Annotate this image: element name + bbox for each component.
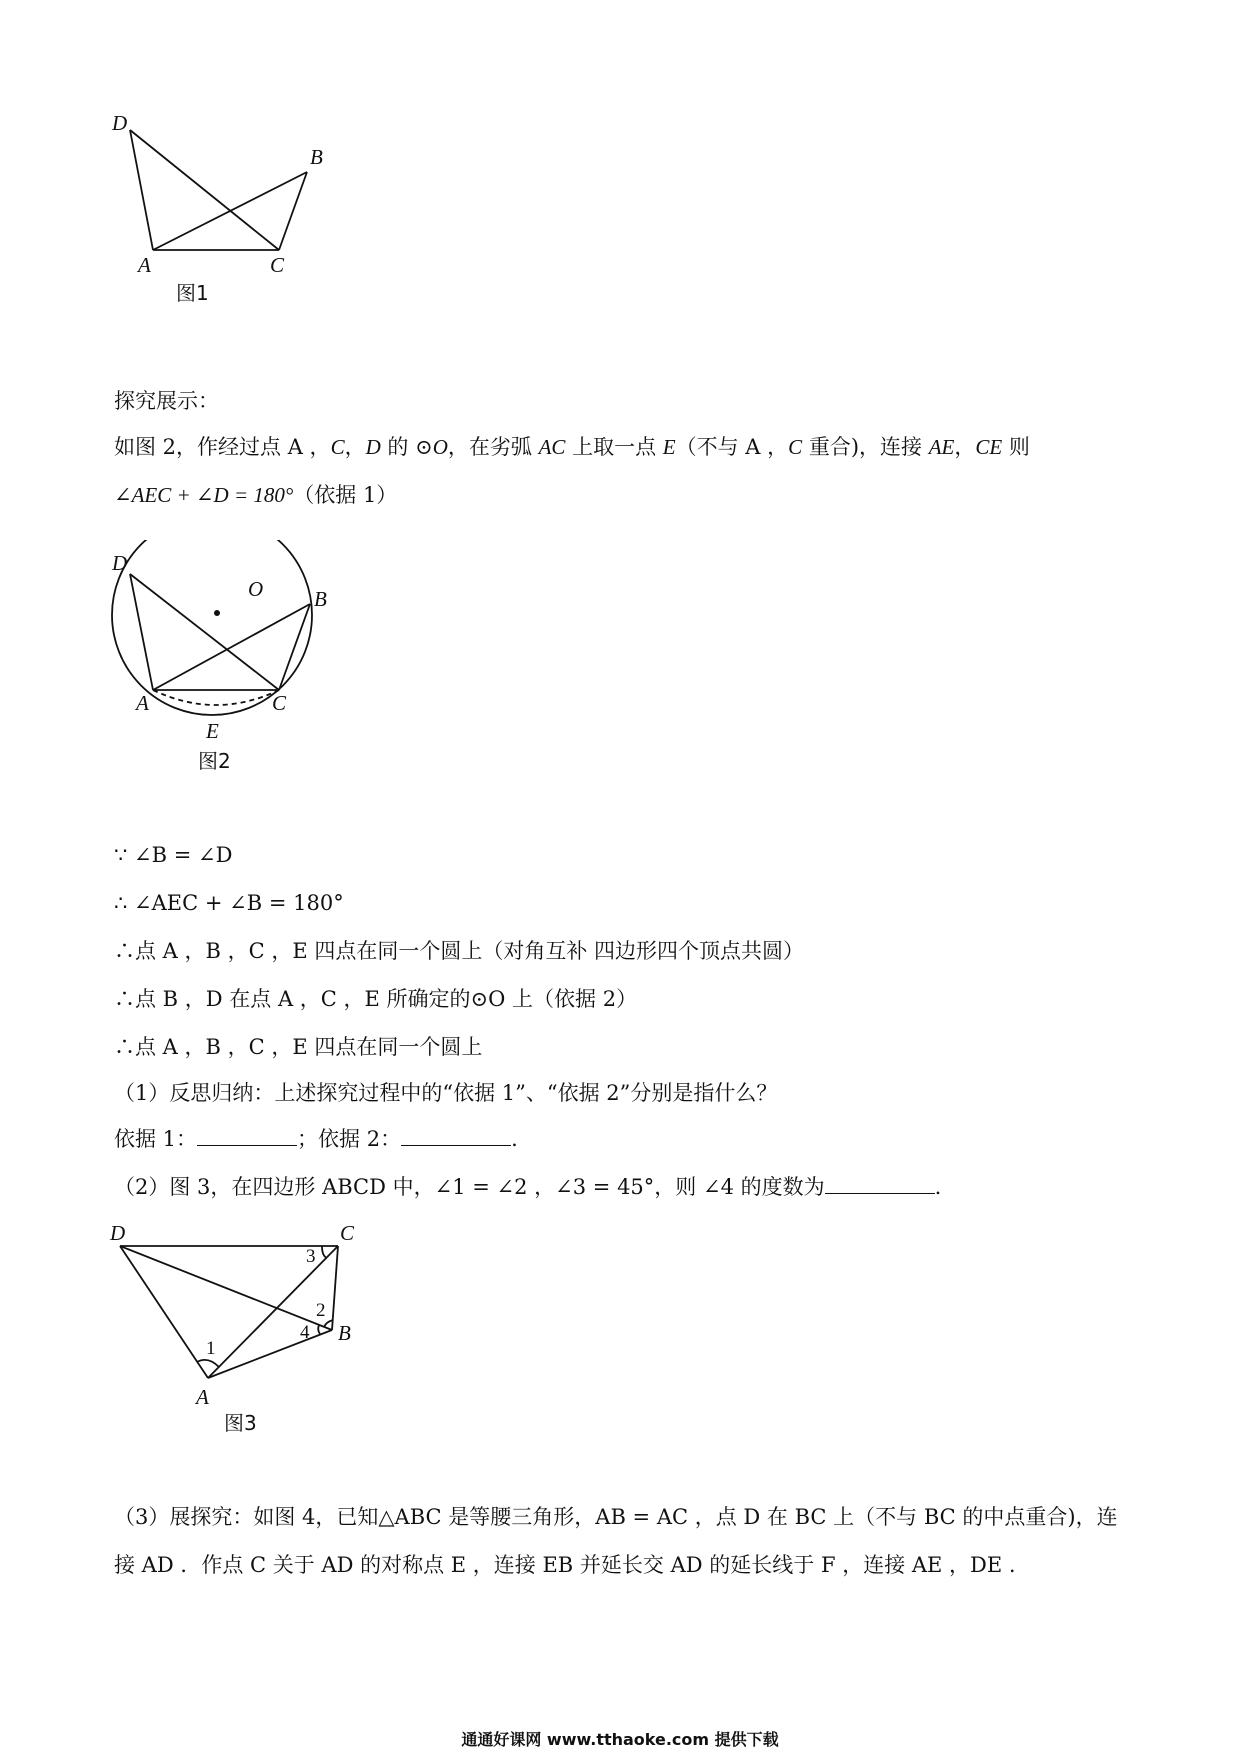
step-4: ∴点 B ，D 在点 A ，C ，E 所确定的⊙O 上（依据 2） <box>114 987 638 1011</box>
step-3: ∴点 A ，B ，C ，E 四点在同一个圆上（对角互补 四边形四个顶点共圆） <box>114 939 805 963</box>
fig3-arc-angle-4 <box>318 1325 320 1334</box>
fig2-label-E: E <box>206 719 219 743</box>
step-5: ∴点 A ，B ，C ，E 四点在同一个圆上 <box>114 1035 483 1059</box>
answer-blank-basis-1[interactable] <box>197 1125 297 1146</box>
fig1-label-B: B <box>310 145 323 169</box>
paragraph-1: 如图 2，作经过点 A ，C，D 的 ⊙O，在劣弧 AC 上取一点 E（不与 A ，C 重合)，连接 AE，CE 则 <box>114 435 1030 459</box>
figure-1 <box>100 100 340 310</box>
fig3-label-B: B <box>338 1321 351 1345</box>
fig1-caption: 图1 <box>176 281 209 305</box>
fig2-label-A: A <box>136 691 149 715</box>
fig2-label-C: C <box>272 691 287 715</box>
fig3-label-angle-4: 4 <box>300 1322 310 1343</box>
step-1: ∵ ∠B = ∠D <box>114 843 233 867</box>
fig3-segment-DA <box>120 1246 208 1378</box>
fig1-label-A: A <box>138 253 151 277</box>
step-2: ∴ ∠AEC + ∠B = 180° <box>114 891 344 915</box>
fig3-segment-AB <box>208 1330 332 1378</box>
fig2-label-B: B <box>314 587 327 611</box>
fig2-segment-AB <box>153 604 310 690</box>
fig1-segment-DC <box>130 130 279 250</box>
question-3-line-2: 接 AD ．作点 C 关于 AD 的对称点 E ，连接 EB 并延长交 AD 的延长线于 F ，连接 AE ，DE . <box>114 1553 1016 1577</box>
figure-2 <box>100 540 360 780</box>
fig2-center-dot <box>214 610 220 616</box>
fig2-label-O: O <box>248 577 264 601</box>
fig3-segment-CB <box>332 1246 338 1330</box>
fig3-segment-DB <box>120 1246 332 1330</box>
question-2: （2）图 3，在四边形 ABCD 中，∠1 = ∠2 ，∠3 = 45°，则 ∠4 的度数为 . <box>114 1175 942 1199</box>
fig2-segment-CB <box>279 604 310 690</box>
figure-3 <box>100 1216 380 1446</box>
answer-blank-basis-2[interactable] <box>401 1125 511 1146</box>
fig1-label-C: C <box>270 253 285 277</box>
fig3-caption: 图3 <box>224 1411 257 1435</box>
fig3-label-angle-3: 3 <box>306 1246 316 1267</box>
fig3-arc-angle-3 <box>322 1246 327 1258</box>
fig3-label-angle-1: 1 <box>206 1338 216 1359</box>
fig3-label-angle-2: 2 <box>316 1300 326 1321</box>
question-3-line-1: （3）展探究：如图 4，已知△ABC 是等腰三角形，AB = AC ，点 D 在 BC 上（不与 BC 的中点重合)，连 <box>114 1505 1118 1529</box>
fig1-segment-DA <box>130 130 153 250</box>
fig2-circle-O <box>112 540 312 715</box>
explore-title: 探究展示： <box>114 389 219 413</box>
fig3-label-D: D <box>110 1221 126 1245</box>
fig2-segment-DA <box>130 574 153 690</box>
fig2-label-D: D <box>112 551 128 575</box>
answer-blank-angle-4[interactable] <box>825 1173 935 1194</box>
question-1: （1）反思归纳：上述探究过程中的“依据 1”、“依据 2”分别是指什么？ <box>114 1081 778 1105</box>
fig2-caption: 图2 <box>198 749 231 773</box>
page-footer: 通通好课网 www.tthaoke.com 提供下载 <box>461 1730 779 1749</box>
paragraph-2: ∠AEC + ∠D = 180°（依据 1） <box>114 483 398 507</box>
question-1-answers: 依据 1： ；依据 2： . <box>114 1127 518 1151</box>
fig3-label-A: A <box>196 1385 209 1409</box>
fig1-label-D: D <box>112 111 128 135</box>
fig3-label-C: C <box>340 1221 355 1245</box>
